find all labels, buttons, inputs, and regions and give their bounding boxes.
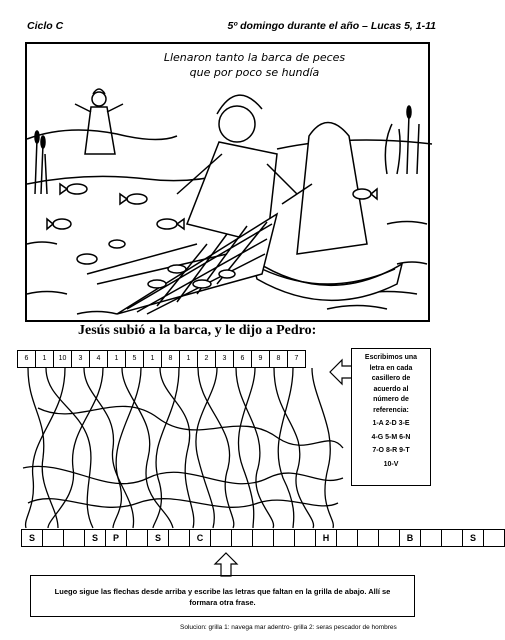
key-row-2: 4-G 5-M 6-N <box>371 433 411 441</box>
bottom-grid-cell[interactable]: H <box>315 529 337 547</box>
bottom-grid-cell[interactable] <box>441 529 463 547</box>
key-row-4: 10-V <box>383 460 399 468</box>
bottom-letter-grid <box>22 529 505 547</box>
top-grid-cell[interactable]: 1 <box>107 350 126 368</box>
key-text-2: letra en cada <box>369 364 413 372</box>
key-text-6: referencia: <box>373 406 409 414</box>
bottom-grid-cell[interactable] <box>420 529 442 547</box>
bottom-grid-cell[interactable]: S <box>462 529 484 547</box>
caption-line-1: Llenaron tanto la barca de peces <box>163 51 346 64</box>
bottom-grid-cell[interactable] <box>210 529 232 547</box>
top-grid-cell[interactable]: 4 <box>89 350 108 368</box>
top-grid-cell[interactable]: 10 <box>53 350 72 368</box>
bottom-grid-cell[interactable]: S <box>147 529 169 547</box>
bottom-grid-cell[interactable]: C <box>189 529 211 547</box>
top-grid-cell[interactable]: 1 <box>35 350 54 368</box>
top-grid-cell[interactable]: 6 <box>233 350 252 368</box>
bottom-grid-cell[interactable] <box>378 529 400 547</box>
instruction-heading: Jesús subió a la barca, y le dijo a Pedro: <box>78 323 317 338</box>
cycle-label: Ciclo C <box>27 20 64 32</box>
bottom-grid-cell[interactable] <box>336 529 358 547</box>
key-text-5: número de <box>373 396 409 403</box>
bottom-grid-cell[interactable] <box>252 529 274 547</box>
top-grid-cell[interactable]: 3 <box>215 350 234 368</box>
key-text-4: acuerdo al <box>373 385 409 393</box>
bottom-grid-cell[interactable] <box>42 529 64 547</box>
bottom-grid-cell[interactable]: S <box>84 529 106 547</box>
jesus-figure <box>75 89 123 154</box>
illustration-caption <box>137 50 372 80</box>
top-grid-cell[interactable]: 6 <box>17 350 36 368</box>
reference-key-box <box>351 348 431 486</box>
bottom-grid-cell[interactable] <box>273 529 295 547</box>
bottom-grid-cell[interactable]: P <box>105 529 127 547</box>
final-instruction-line-2: formara otra frase. <box>189 598 256 607</box>
key-row-1: 1-A 2-D 3-E <box>372 420 410 427</box>
bottom-grid-cell[interactable]: B <box>399 529 421 547</box>
bottom-grid-cell[interactable] <box>357 529 379 547</box>
up-arrow-icon <box>215 553 237 577</box>
key-text-1: Escribimos una <box>364 354 418 361</box>
bottom-grid-cell[interactable] <box>231 529 253 547</box>
top-grid-cell[interactable]: 1 <box>143 350 162 368</box>
key-row-3: 7-O 8-R 9-T <box>372 447 410 454</box>
caption-line-2: que por poco se hundía <box>189 66 320 79</box>
bottom-grid-cell[interactable] <box>294 529 316 547</box>
top-grid-cell[interactable]: 8 <box>161 350 180 368</box>
top-grid-cell[interactable]: 2 <box>197 350 216 368</box>
solution-note: Solucion: grilla 1: navega mar adentro- grilla 2: seras pescador de hombres <box>180 624 397 631</box>
top-grid-cell[interactable]: 9 <box>251 350 270 368</box>
bottom-grid-cell[interactable] <box>483 529 505 547</box>
top-grid-cell[interactable]: 1 <box>179 350 198 368</box>
gospel-reference: 5º domingo durante el año – Lucas 5, 1-11 <box>227 20 436 32</box>
key-text-3: casillero de <box>371 375 411 382</box>
tangled-lines-maze <box>18 368 348 530</box>
bottom-grid-cell[interactable]: S <box>21 529 43 547</box>
final-instruction-line-1: Luego sigue las flechas desde arriba y escribe las letras que faltan en la grilla de abajo. Allí se <box>54 587 391 596</box>
top-grid-cell[interactable]: 8 <box>269 350 288 368</box>
top-number-grid <box>18 350 306 368</box>
top-grid-cell[interactable]: 3 <box>71 350 90 368</box>
coloring-illustration <box>25 42 430 322</box>
bottom-grid-cell[interactable] <box>126 529 148 547</box>
final-instruction-box <box>30 575 415 617</box>
top-grid-cell[interactable]: 7 <box>287 350 306 368</box>
top-grid-cell[interactable]: 5 <box>125 350 144 368</box>
bottom-grid-cell[interactable] <box>63 529 85 547</box>
bottom-grid-cell[interactable] <box>168 529 190 547</box>
